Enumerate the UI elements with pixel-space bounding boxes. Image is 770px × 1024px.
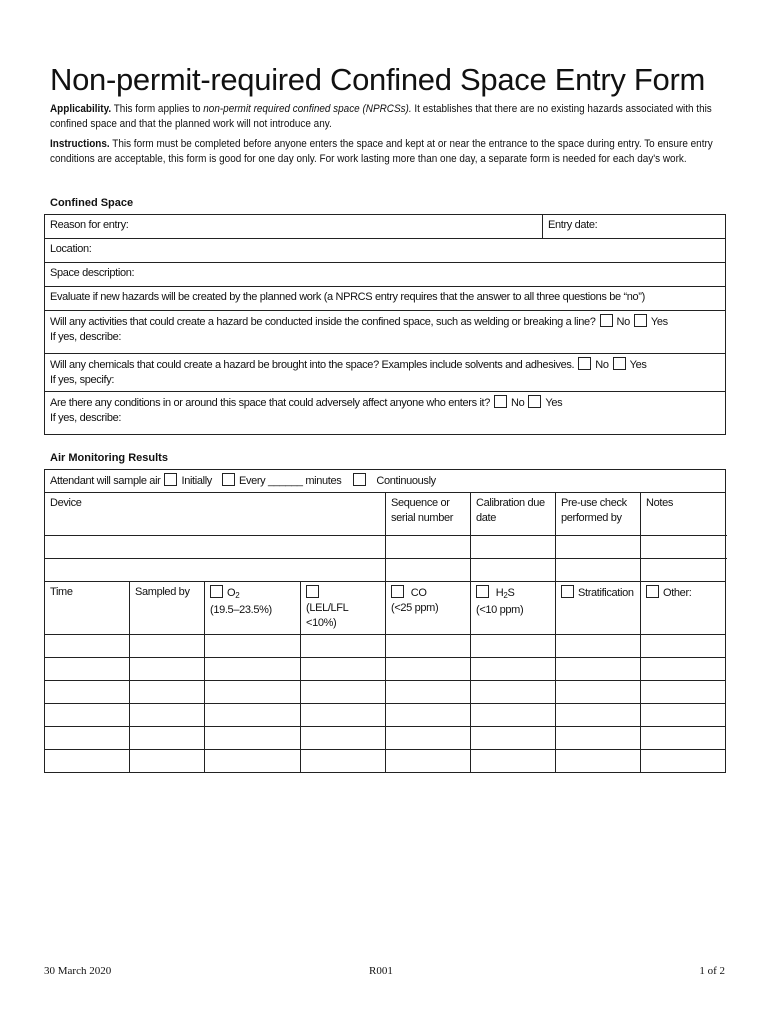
reading-cell[interactable]	[386, 635, 471, 658]
other-checkbox[interactable]	[646, 585, 659, 598]
co-label: CO	[410, 587, 427, 599]
q2-no-checkbox[interactable]	[578, 357, 591, 370]
reading-cell[interactable]	[205, 727, 301, 750]
location-field[interactable]	[45, 239, 726, 263]
applicability-paragraph	[50, 102, 730, 132]
reading-cell[interactable]	[45, 704, 130, 727]
q2-yes-label: Yes	[629, 359, 647, 371]
device-cell[interactable]	[386, 536, 471, 559]
reading-cell[interactable]	[130, 635, 205, 658]
device-cell[interactable]	[386, 559, 471, 582]
preuse-label: Pre-use check performed by	[561, 497, 627, 524]
air-monitoring-table	[44, 469, 726, 773]
time-header	[45, 582, 130, 635]
h2s-subscript: 2	[503, 591, 508, 600]
reading-cell[interactable]	[641, 658, 726, 681]
reading-cell[interactable]	[386, 750, 471, 773]
reading-cell[interactable]	[45, 750, 130, 773]
every-label: Every ______ minutes	[238, 475, 342, 487]
applicability-text-em: non-permit required confined space (NPRCSs).	[203, 103, 412, 115]
reading-cell[interactable]	[205, 681, 301, 704]
reading-cell[interactable]	[45, 635, 130, 658]
h2s-label-s: S	[507, 587, 515, 599]
stratification-checkbox[interactable]	[561, 585, 574, 598]
air-monitoring-heading: Air Monitoring Results	[50, 452, 168, 464]
applicability-label: Applicability.	[50, 103, 112, 115]
lel-checkbox[interactable]	[306, 585, 319, 598]
reading-cell[interactable]	[45, 727, 130, 750]
co-header	[386, 582, 471, 635]
device-cell[interactable]	[641, 559, 726, 582]
reading-cell[interactable]	[205, 635, 301, 658]
reading-cell[interactable]	[45, 681, 130, 704]
o2-checkbox[interactable]	[210, 585, 223, 598]
q1-no-label: No	[616, 316, 630, 328]
device-cell[interactable]	[45, 559, 386, 582]
instructions-paragraph	[50, 137, 730, 167]
question-1-text: Will any activities that could create a hazard be conducted inside the confined space, such as welding or breaking a line?	[50, 316, 596, 328]
q1-no-checkbox[interactable]	[600, 314, 613, 327]
reading-cell[interactable]	[130, 704, 205, 727]
continuously-label: Continuously	[376, 475, 436, 487]
reading-cell[interactable]	[130, 681, 205, 704]
co-range: (<25 ppm)	[391, 602, 439, 614]
reading-cell[interactable]	[130, 727, 205, 750]
reading-cell[interactable]	[130, 658, 205, 681]
evaluate-instruction	[45, 287, 726, 311]
footer-page-number: 1 of 2	[699, 965, 725, 977]
device-cell[interactable]	[556, 536, 641, 559]
reading-cell[interactable]	[471, 658, 556, 681]
sequence-header	[386, 493, 471, 536]
sampled-by-label: Sampled by	[135, 586, 190, 598]
reading-cell[interactable]	[301, 635, 386, 658]
reading-cell[interactable]	[386, 704, 471, 727]
q1-yes-checkbox[interactable]	[634, 314, 647, 327]
o2-range: (19.5–23.5%)	[210, 604, 272, 616]
reading-cell[interactable]	[641, 704, 726, 727]
applicability-text-post: It establishes that there are no existing hazards associated with this confined space and that the planned work will not introduce any.	[50, 103, 712, 130]
question-1-row	[45, 311, 726, 354]
reading-cell[interactable]	[301, 658, 386, 681]
h2s-checkbox[interactable]	[476, 585, 489, 598]
reading-cell[interactable]	[205, 750, 301, 773]
reading-cell[interactable]	[641, 681, 726, 704]
device-cell[interactable]	[641, 536, 726, 559]
reading-cell[interactable]	[301, 681, 386, 704]
page-title: Non-permit-required Confined Space Entry Form	[50, 62, 705, 97]
question-3-text: Are there any conditions in or around this space that could adversely affect anyone who enters it?	[50, 397, 491, 409]
co-checkbox[interactable]	[391, 585, 404, 598]
stratification-header	[556, 582, 641, 635]
device-cell[interactable]	[471, 536, 556, 559]
q2-yes-checkbox[interactable]	[613, 357, 626, 370]
reading-cell[interactable]	[205, 704, 301, 727]
reading-cell[interactable]	[386, 658, 471, 681]
other-label: Other:	[663, 587, 692, 599]
other-header	[641, 582, 726, 635]
confined-space-heading: Confined Space	[50, 197, 134, 209]
reading-cell[interactable]	[471, 750, 556, 773]
reading-cell[interactable]	[641, 635, 726, 658]
every-checkbox[interactable]	[222, 473, 235, 486]
reading-cell[interactable]	[556, 635, 641, 658]
device-cell[interactable]	[556, 559, 641, 582]
q3-no-label: No	[511, 397, 525, 409]
question-2-row	[45, 354, 726, 392]
calibration-label: Calibration due date	[476, 497, 545, 524]
time-label: Time	[50, 586, 73, 598]
calibration-header	[471, 493, 556, 536]
q3-yes-checkbox[interactable]	[528, 395, 541, 408]
initially-checkbox[interactable]	[164, 473, 177, 486]
reading-cell[interactable]	[556, 727, 641, 750]
q3-yes-label: Yes	[545, 397, 563, 409]
instructions-label: Instructions.	[50, 138, 110, 150]
q2-no-label: No	[595, 359, 609, 371]
reading-cell[interactable]	[556, 750, 641, 773]
location-label: Location:	[50, 243, 92, 255]
o2-header	[205, 582, 301, 635]
question-3-follow-up[interactable]: If yes, describe:	[50, 412, 122, 424]
q1-yes-label: Yes	[650, 316, 668, 328]
reading-cell[interactable]	[641, 727, 726, 750]
initially-label: Initially	[181, 475, 212, 487]
question-1-follow-up[interactable]: If yes, describe:	[50, 331, 122, 343]
h2s-header	[471, 582, 556, 635]
reason-for-entry-field[interactable]	[45, 215, 543, 239]
entry-date-field[interactable]	[543, 215, 726, 239]
question-3-row	[45, 392, 726, 435]
entry-date-label: Entry date:	[548, 219, 598, 231]
preuse-header	[556, 493, 641, 536]
continuously-checkbox[interactable]	[353, 473, 366, 486]
reading-cell[interactable]	[130, 750, 205, 773]
device-cell[interactable]	[45, 536, 386, 559]
applicability-text-pre: This form applies to	[111, 103, 204, 115]
reading-cell[interactable]	[641, 750, 726, 773]
h2s-label-h: H	[495, 587, 504, 599]
q3-no-checkbox[interactable]	[494, 395, 507, 408]
sampled-by-header	[130, 582, 205, 635]
instructions-text: This form must be completed before anyone enters the space and kept at or near the entrance to the space during entry. To ensure entry conditions are acceptable, this form is good for one day only. For work lasting more than one day, a separate form is needed for each day's work.	[50, 138, 713, 165]
space-description-label: Space description:	[50, 267, 135, 279]
notes-label: Notes	[646, 497, 673, 509]
device-label: Device	[50, 497, 82, 509]
footer-date: 30 March 2020	[44, 965, 112, 977]
o2-label: O	[227, 587, 236, 599]
stratification-label: Stratification	[578, 587, 634, 599]
sequence-label: Sequence or serial number	[391, 497, 454, 524]
footer-code: R001	[369, 965, 393, 977]
lel-header	[301, 582, 386, 635]
reading-cell[interactable]	[471, 635, 556, 658]
reading-cell[interactable]	[471, 727, 556, 750]
reading-cell[interactable]	[386, 727, 471, 750]
question-2-text: Will any chemicals that could create a hazard be brought into the space? Examples include solvents and adhesives.	[50, 359, 575, 371]
reading-cell[interactable]	[471, 681, 556, 704]
h2s-range: (<10 ppm)	[476, 604, 524, 616]
reading-cell[interactable]	[205, 658, 301, 681]
reading-cell[interactable]	[301, 727, 386, 750]
lel-range: (LEL/LFL <10%)	[306, 602, 349, 629]
reading-cell[interactable]	[556, 704, 641, 727]
reading-cell[interactable]	[301, 750, 386, 773]
reading-cell[interactable]	[386, 681, 471, 704]
reading-cell[interactable]	[471, 704, 556, 727]
sampling-frequency-row	[45, 470, 726, 493]
o2-subscript: 2	[235, 591, 240, 600]
notes-header	[641, 493, 726, 536]
device-header	[45, 493, 386, 536]
reading-cell[interactable]	[301, 704, 386, 727]
reading-cell[interactable]	[45, 658, 130, 681]
reading-cell[interactable]	[556, 658, 641, 681]
evaluate-text: Evaluate if new hazards will be created by the planned work (a NPRCS entry requires that the answer to all three questions be “no”)	[50, 291, 645, 303]
reading-cell[interactable]	[556, 681, 641, 704]
device-cell[interactable]	[471, 559, 556, 582]
space-description-field[interactable]	[45, 263, 726, 287]
question-2-follow-up[interactable]: If yes, specify:	[50, 374, 115, 386]
confined-space-table	[44, 214, 726, 435]
attendant-label: Attendant will sample air	[50, 475, 161, 487]
reason-label: Reason for entry:	[50, 219, 129, 231]
